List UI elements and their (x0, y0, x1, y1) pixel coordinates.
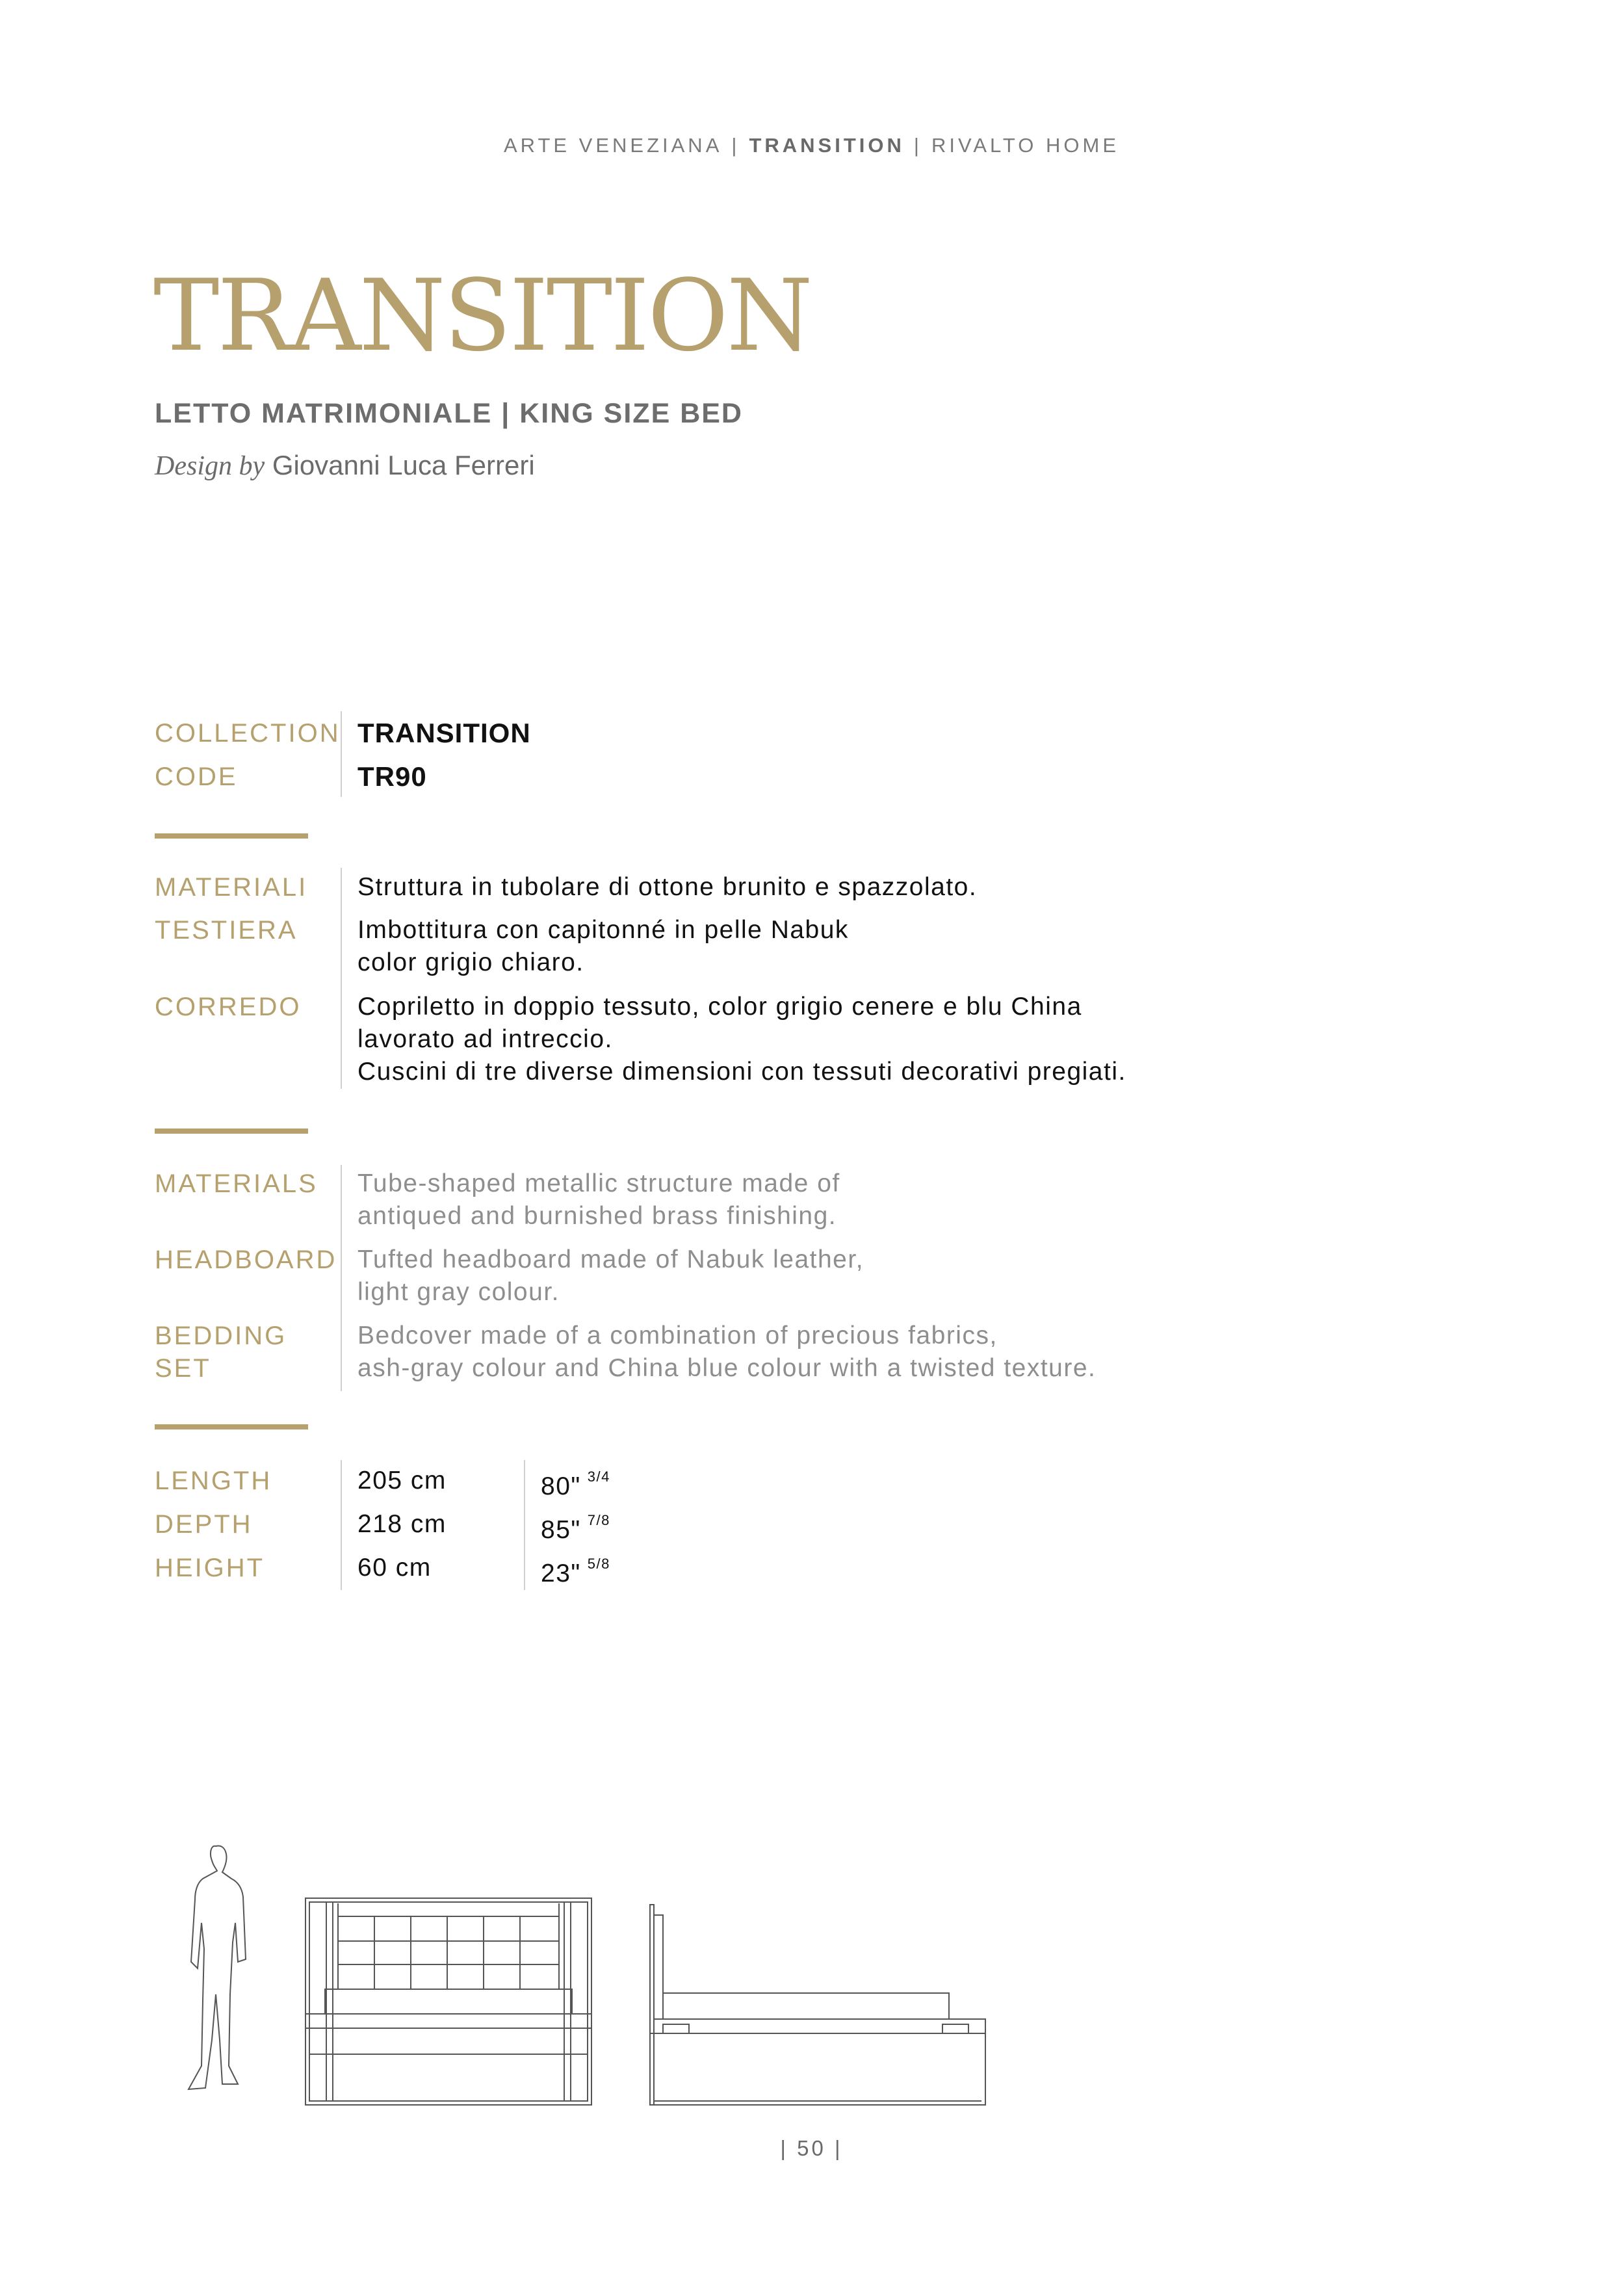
divider-line (341, 868, 342, 1089)
depth-label: DEPTH (155, 1510, 253, 1539)
height-cm: 60 cm (357, 1554, 432, 1582)
breadcrumb-separator: | (731, 134, 740, 157)
divider-line (341, 1165, 342, 1391)
breadcrumb-series: RIVALTO HOME (931, 134, 1120, 157)
inch-value: 85" (541, 1516, 581, 1544)
bed-technical-drawing (175, 1832, 994, 2111)
corredo-label: CORREDO (155, 993, 302, 1021)
materials-value-line: Tube-shaped metallic structure made of (357, 1169, 840, 1197)
collection-label: COLLECTION (155, 719, 341, 748)
collection-value: TRANSITION (357, 718, 531, 748)
bed-front-view (305, 1898, 591, 2105)
bedding-value-line: ash-gray colour and China blue colour with a twisted texture. (357, 1354, 1097, 1382)
inch-fraction: 5/8 (587, 1556, 610, 1572)
designer-prefix: Design by (155, 451, 265, 481)
designer-name: Giovanni Luca Ferreri (272, 450, 535, 480)
divider-line (524, 1460, 525, 1590)
materiali-value: Struttura in tubolare di ottone brunito e spazzolato. (357, 873, 978, 901)
height-label: HEIGHT (155, 1554, 265, 1582)
testiera-value-line: color grigio chiaro. (357, 948, 584, 976)
code-value: TR90 (357, 761, 427, 792)
code-label: CODE (155, 763, 238, 791)
inch-value: 80" (541, 1472, 581, 1500)
bedding-value-line: Bedcover made of a combination of precious fabrics, (357, 1322, 998, 1350)
breadcrumb-current: TRANSITION (749, 134, 905, 157)
testiera-label: TESTIERA (155, 916, 298, 945)
materiali-label: MATERIALI (155, 873, 308, 902)
section-rule (155, 1424, 308, 1429)
human-scale-figure-icon (188, 1846, 246, 2090)
corredo-value-line: Copriletto in doppio tessuto, color grigio cenere e blu China (357, 993, 1082, 1021)
divider-line (341, 1460, 342, 1590)
section-rule (155, 833, 308, 839)
testiera-value-line: Imbottitura con capitonné in pelle Nabuk (357, 916, 849, 944)
headboard-value-line: light gray colour. (357, 1278, 560, 1306)
product-subtitle: LETTO MATRIMONIALE | KING SIZE BED (155, 398, 743, 429)
materials-label: MATERIALS (155, 1169, 318, 1198)
breadcrumb-separator: | (913, 134, 922, 157)
inch-value: 23" (541, 1559, 581, 1587)
bedding-label: BEDDING (155, 1322, 287, 1350)
breadcrumb-brand: ARTE VENEZIANA (503, 134, 723, 157)
length-inches (541, 1465, 610, 1503)
depth-cm: 218 cm (357, 1510, 447, 1538)
headboard-value-line: Tufted headboard made of Nabuk leather, (357, 1246, 864, 1273)
corredo-value-line: Cuscini di tre diverse dimensioni con tessuti decorativi pregiati. (357, 1058, 1126, 1086)
inch-fraction: 7/8 (587, 1512, 610, 1528)
depth-inches (541, 1508, 610, 1546)
inch-fraction: 3/4 (587, 1468, 610, 1485)
corredo-value-line: lavorato ad intreccio. (357, 1025, 613, 1053)
section-rule (155, 1128, 308, 1134)
designer-credit (155, 450, 535, 482)
headboard-label: HEADBOARD (155, 1246, 337, 1274)
breadcrumb (0, 134, 1623, 157)
page-number: | 50 | (780, 2136, 843, 2160)
materials-value-line: antiqued and burnished brass finishing. (357, 1202, 837, 1230)
length-cm: 205 cm (357, 1467, 447, 1494)
length-label: LENGTH (155, 1467, 272, 1495)
page-title: TRANSITION (153, 258, 811, 373)
height-inches (541, 1552, 610, 1590)
bed-side-view (650, 1905, 985, 2105)
bedding-label: SET (155, 1354, 211, 1383)
divider-line (341, 711, 342, 797)
